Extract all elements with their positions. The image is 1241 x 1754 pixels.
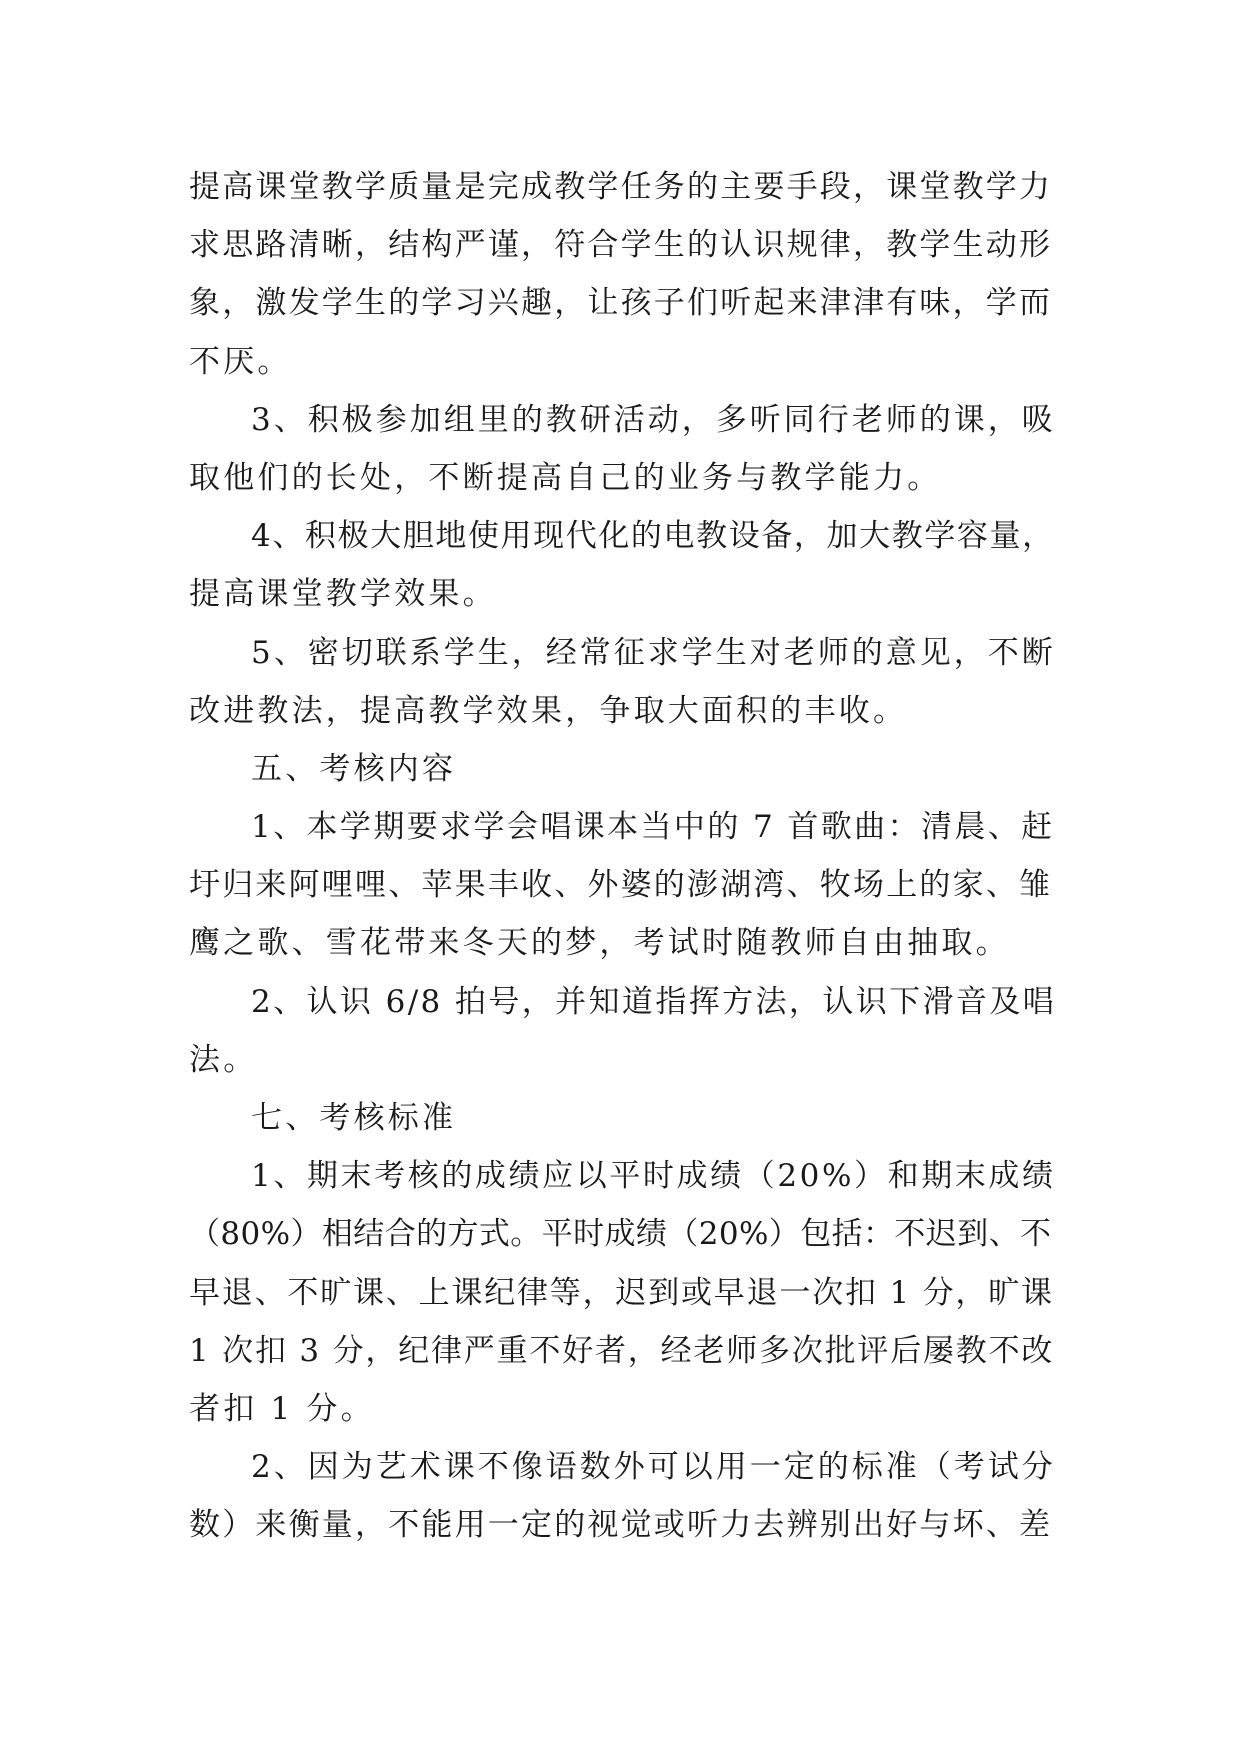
text-line: 者扣 1 分。: [189, 1390, 375, 1427]
text-line: 数）来衡量，不能用一定的视觉或听力去辨别出好与坏、差: [189, 1507, 1053, 1544]
section-heading: 七、考核标准: [251, 1100, 457, 1136]
text-line: 改进教法，提高教学效果，争取大面积的丰收。: [189, 692, 908, 729]
text-line: 求思路清晰，结构严谨，符合学生的认识规律，教学生动形: [189, 227, 1053, 264]
text-line: 4、积极大胆地使用现代化的电教设备，加大教学容量，: [251, 518, 1055, 555]
text-line: 2、因为艺术课不像语数外可以用一定的标准（考试分: [251, 1449, 1056, 1486]
text-line: 提高课堂教学效果。: [189, 576, 497, 613]
section-heading: 五、考核内容: [251, 750, 457, 787]
text-line: 提高课堂教学质量是完成教学任务的主要手段，课堂教学力: [189, 169, 1053, 205]
text-line: 鹰之歌、雪花带来冬天的梦，考试时随教师自由抽取。: [189, 925, 1010, 962]
text-line: （80%）相结合的方式。平时成绩（20%）包括：不迟到、不: [189, 1216, 1052, 1253]
text-line: 1、本学期要求学会唱课本当中的 7 首歌曲：清晨、赶: [251, 809, 1055, 846]
text-line: 早退、不旷课、上课纪律等，迟到或早退一次扣 1 分，旷课: [189, 1274, 1054, 1311]
text-line: 不厌。: [189, 343, 292, 380]
text-line: 象，激发学生的学习兴趣，让孩子们听起来津津有味，学而: [189, 285, 1053, 322]
text-line: 圩归来阿哩哩、苹果丰收、外婆的澎湖湾、牧场上的家、雏: [189, 867, 1053, 904]
text-line: 2、认识 6/8 拍号，并知道指挥方法，认识下滑音及唱: [251, 983, 1057, 1020]
text-line: 取他们的长处，不断提高自己的业务与教学能力。: [189, 459, 942, 496]
body-text: [189, 158, 1055, 1555]
text-line: 5、密切联系学生，经常征求学生对老师的意见，不断: [251, 634, 1056, 671]
text-line: 3、积极参加组里的教研活动，多听同行老师的课，吸: [251, 401, 1056, 438]
text-line: 1、期末考核的成绩应以平时成绩（20%）和期末成绩: [251, 1158, 1056, 1195]
text-line: 1 次扣 3 分，纪律严重不好者，经老师多次批评后屡教不改: [189, 1332, 1055, 1369]
text-line: 法。: [189, 1041, 258, 1078]
